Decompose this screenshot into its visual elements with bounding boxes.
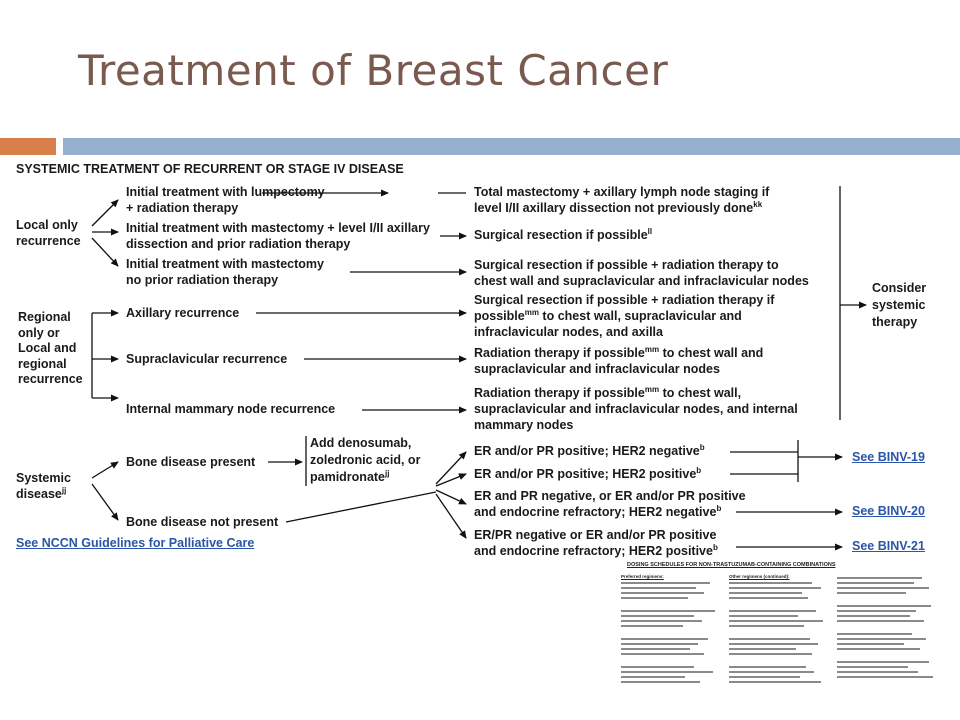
footnote-b-1: b [699, 442, 705, 452]
dosing-col2-heading: Other regimens (continued): [729, 574, 790, 579]
consider-line-1: Consider [872, 281, 927, 295]
item-rt-im-3: mammary nodes [474, 418, 574, 432]
footnote-jj-2: jj [385, 468, 390, 478]
item-lumpectomy-2: + radiation therapy [126, 201, 239, 215]
item-mastectomy-nort-1: Initial treatment with mastectomy [126, 257, 324, 271]
item-er-pos-her2-neg-text: ER and/or PR positive; HER2 negative [474, 444, 700, 458]
dosing-heading: DOSING SCHEDULES FOR NON-TRASTUZUMAB-CONTAINING COMBINATIONS [627, 562, 836, 568]
consider-line-3: therapy [872, 315, 918, 329]
denosumab-line-3 [310, 470, 389, 486]
item-lumpectomy-1: Initial treatment with lumpectomy [126, 185, 325, 199]
footnote-jj: jj [61, 485, 67, 495]
item-surg-ax-2a: possible [474, 309, 525, 323]
footnote-mm-1: mm [524, 307, 539, 317]
group-label-regional: Regional only or Local and regional recurrence [18, 310, 83, 386]
consider-line-2: systemic [872, 298, 926, 312]
item-internal-mammary: Internal mammary node recurrence [126, 402, 336, 416]
item-rt-supra-1a: Radiation therapy if possible [474, 346, 645, 360]
dosing-schedule-inset [621, 562, 941, 720]
footnote-b-4: b [712, 542, 718, 552]
item-surg-ax-2b: to chest wall, supraclavicular and [538, 309, 742, 323]
item-erpr-neg-1: ER/PR negative or ER and/or PR positive [474, 528, 717, 542]
item-rt-im-1 [474, 386, 741, 402]
item-rt-supra-1 [474, 346, 763, 362]
link-binv-21[interactable]: See BINV-21 [852, 539, 925, 553]
item-total-mastectomy-2-text: level I/II axillary dissection not previously done [474, 201, 754, 215]
item-surgical-1 [474, 228, 652, 244]
item-er-neg-2 [474, 505, 721, 521]
item-bone-present: Bone disease present [126, 455, 256, 469]
item-rt-im-1b: to chest wall, [659, 386, 742, 400]
item-erpr-neg-2 [474, 544, 718, 560]
denosumab-line-3-text: pamidronate [310, 470, 386, 484]
item-bone-not-present: Bone disease not present [126, 515, 279, 529]
group-label-local [16, 218, 96, 249]
footnote-ll: ll [647, 226, 653, 236]
dosing-col1-heading: Preferred regimens: [621, 574, 664, 579]
item-rt-im-2: supraclavicular and infraclavicular nodes, and internal [474, 402, 798, 416]
item-surg-ax-3: infraclavicular nodes, and axilla [474, 325, 663, 339]
item-axillary: Axillary recurrence [126, 306, 240, 320]
link-binv-19[interactable]: See BINV-19 [852, 450, 925, 464]
denosumab-line-1: Add denosumab, [310, 436, 412, 450]
group-label-systemic-text: Systemic disease [16, 471, 71, 501]
dosing-column-3 [837, 574, 941, 681]
footnote-b-2: b [696, 465, 702, 475]
item-erpr-neg-2-text: and endocrine refractory; HER2 positive [474, 544, 713, 558]
item-mastectomy-rt-1: Initial treatment with mastectomy + level I/II axillary [126, 221, 430, 235]
item-er-neg-1: ER and PR negative, or ER and/or PR positive [474, 489, 746, 503]
footnote-mm-2: mm [644, 344, 660, 354]
item-mastectomy-rt-2: dissection and prior radiation therapy [126, 237, 351, 251]
item-surgical-rt-1: Surgical resection if possible + radiation therapy to [474, 258, 779, 272]
item-rt-supra-2: supraclavicular and infraclavicular nodes [474, 362, 720, 376]
item-surg-ax-1: Surgical resection if possible + radiation therapy if [474, 293, 775, 307]
item-rt-supra-1b: to chest wall and [659, 346, 764, 360]
link-binv-20[interactable]: See BINV-20 [852, 504, 925, 518]
dosing-column-1 [621, 574, 725, 686]
item-er-pos-her2-pos [474, 467, 701, 483]
item-supraclavicular: Supraclavicular recurrence [126, 352, 288, 366]
item-rt-im-1a: Radiation therapy if possible [474, 386, 645, 400]
figure-header: SYSTEMIC TREATMENT OF RECURRENT OR STAGE IV DISEASE [16, 162, 404, 176]
item-total-mastectomy-1: Total mastectomy + axillary lymph node staging if [474, 185, 770, 199]
item-er-neg-2-text: and endocrine refractory; HER2 negative [474, 505, 717, 519]
group-label-systemic [16, 471, 76, 502]
item-surgical-1-text: Surgical resection if possible [474, 228, 648, 242]
item-er-pos-her2-pos-text: ER and/or PR positive; HER2 positive [474, 467, 697, 481]
link-palliative-care[interactable]: See NCCN Guidelines for Palliative Care [16, 536, 255, 550]
footnote-b-3: b [716, 503, 722, 513]
group-label-local-text: Local only recurrence [16, 218, 81, 248]
item-surgical-rt-2: chest wall and supraclavicular and infraclavicular nodes [474, 274, 809, 288]
slide-title: Treatment of Breast Cancer [78, 46, 669, 95]
dosing-column-2 [729, 574, 833, 686]
footnote-mm-3: mm [644, 384, 660, 394]
footnote-kk: kk [753, 199, 763, 209]
item-er-pos-her2-neg [474, 444, 705, 460]
item-surg-ax-2 [474, 309, 742, 325]
denosumab-line-2: zoledronic acid, or [310, 453, 421, 467]
item-mastectomy-nort-2: no prior radiation therapy [126, 273, 279, 287]
item-total-mastectomy-2 [474, 201, 762, 217]
